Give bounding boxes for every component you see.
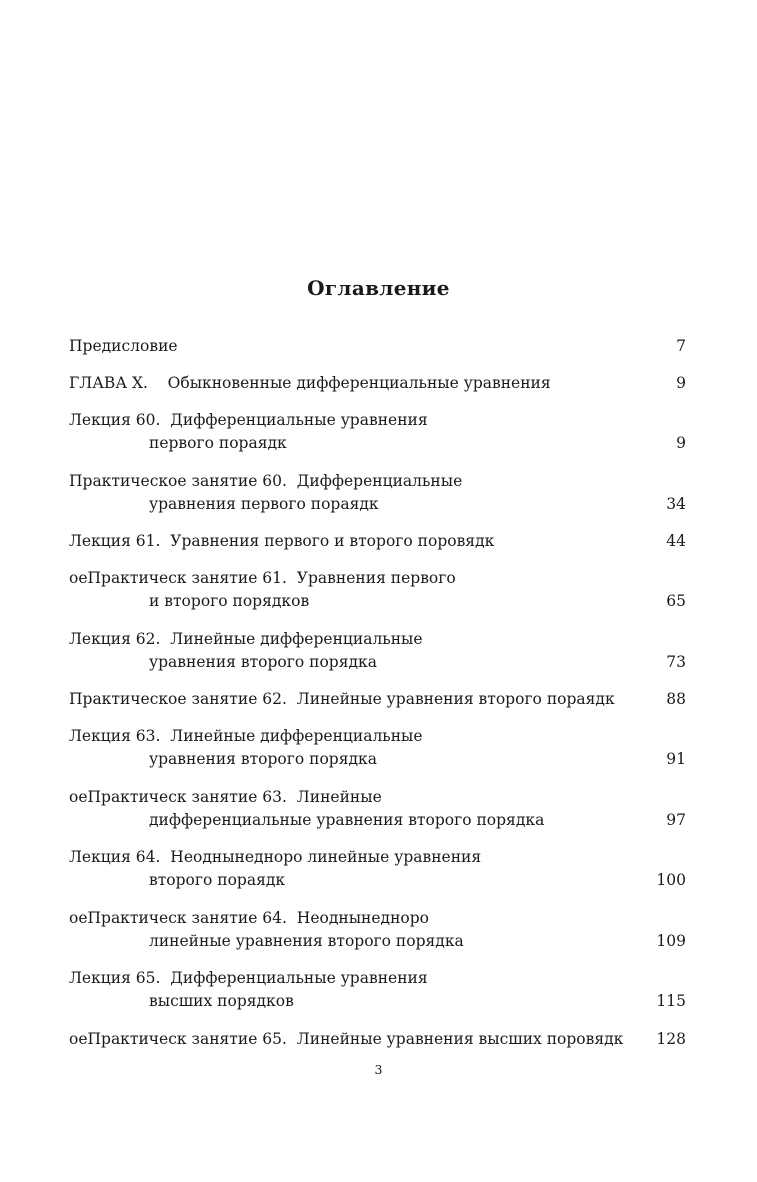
toc-entry-practice-64[interactable] (69, 907, 686, 953)
toc-entry-title-continued: линейные уравнения второго порядка (149, 932, 464, 950)
toc-entry-title: Лекция 63. Линейные дифференциальные (69, 727, 423, 745)
page-number: 3 (374, 1062, 383, 1077)
toc-entry-title: Лекция 64. Неоднынедноро линейные уравнения (69, 848, 482, 866)
toc-entry-lecture-65[interactable] (69, 967, 686, 1013)
toc-entry-title-continued: второго пораядк (149, 871, 286, 889)
toc-entry-page: 44 (666, 532, 686, 550)
toc-entry-title: Лекция 62. Линейные дифференциальные (69, 630, 423, 648)
toc-entry-page: 65 (666, 592, 686, 610)
toc-entry-title-continued: уравнения второго порядка (149, 653, 377, 671)
toc-entry-page: 109 (656, 932, 686, 950)
toc-entry-title: оеПрактическ занятие 65. Линейные уравнения высших поровядк (69, 1030, 624, 1048)
toc-entry-title: Предисловие (69, 337, 178, 355)
toc-entry-title: Лекция 60. Дифференциальные уравнения (69, 411, 428, 429)
toc-entry-page: 91 (666, 750, 686, 768)
toc-entry-practice-60[interactable] (69, 470, 686, 516)
toc-entry-title: оеПрактическ занятие 61. Уравнения первого (69, 569, 456, 587)
page-title: Оглавление (307, 276, 450, 300)
toc-entry-preface[interactable] (69, 335, 686, 358)
toc-entry-practice-63[interactable] (69, 786, 686, 832)
toc-entry-page: 7 (676, 337, 686, 355)
toc-entry-practice-62[interactable] (69, 688, 686, 711)
toc-entry-page: 115 (656, 992, 686, 1010)
toc-entry-title-continued: высших порядков (149, 992, 294, 1010)
toc-entry-practice-61[interactable] (69, 567, 686, 613)
toc-entry-page: 34 (666, 495, 686, 513)
toc-entry-title: оеПрактическ занятие 63. Линейные (69, 788, 382, 806)
toc-entry-page: 73 (666, 653, 686, 671)
toc-entry-practice-65[interactable] (69, 1028, 686, 1051)
toc-entry-title-continued: уравнения первого пораядк (149, 495, 379, 513)
toc-entry-title: ГЛАВА X. Обыкновенные дифференциальные уравнения (69, 374, 551, 392)
toc-entry-title-continued: дифференциальные уравнения второго порядка (149, 811, 545, 829)
toc-entry-page: 97 (666, 811, 686, 829)
toc-entry-lecture-62[interactable] (69, 628, 686, 674)
toc-entry-title: Лекция 61. Уравнения первого и второго поровядк (69, 532, 495, 550)
toc-entry-title: оеПрактическ занятие 64. Неоднынедноро (69, 909, 430, 927)
toc-entry-chapter-x[interactable] (69, 372, 686, 395)
toc-entry-title-continued: и второго порядков (149, 592, 310, 610)
toc-entry-title: Практическое занятие 62. Линейные уравнения второго пораядк (69, 690, 615, 708)
toc-entry-lecture-63[interactable] (69, 725, 686, 771)
toc-entry-title-continued: первого пораядк (149, 434, 287, 452)
toc-entry-lecture-60[interactable] (69, 409, 686, 455)
toc-entry-lecture-61[interactable] (69, 530, 686, 553)
toc-entry-page: 9 (676, 374, 686, 392)
toc-entry-lecture-64[interactable] (69, 846, 686, 892)
toc-entry-title: Практическое занятие 60. Дифференциальные (69, 472, 463, 490)
toc-entry-title: Лекция 65. Дифференциальные уравнения (69, 969, 428, 987)
toc-entry-title-continued: уравнения второго порядка (149, 750, 377, 768)
toc-entry-page: 100 (656, 871, 686, 889)
toc-entry-page: 88 (666, 690, 686, 708)
toc-entry-page: 9 (676, 434, 686, 452)
toc-entry-page: 128 (656, 1030, 686, 1048)
